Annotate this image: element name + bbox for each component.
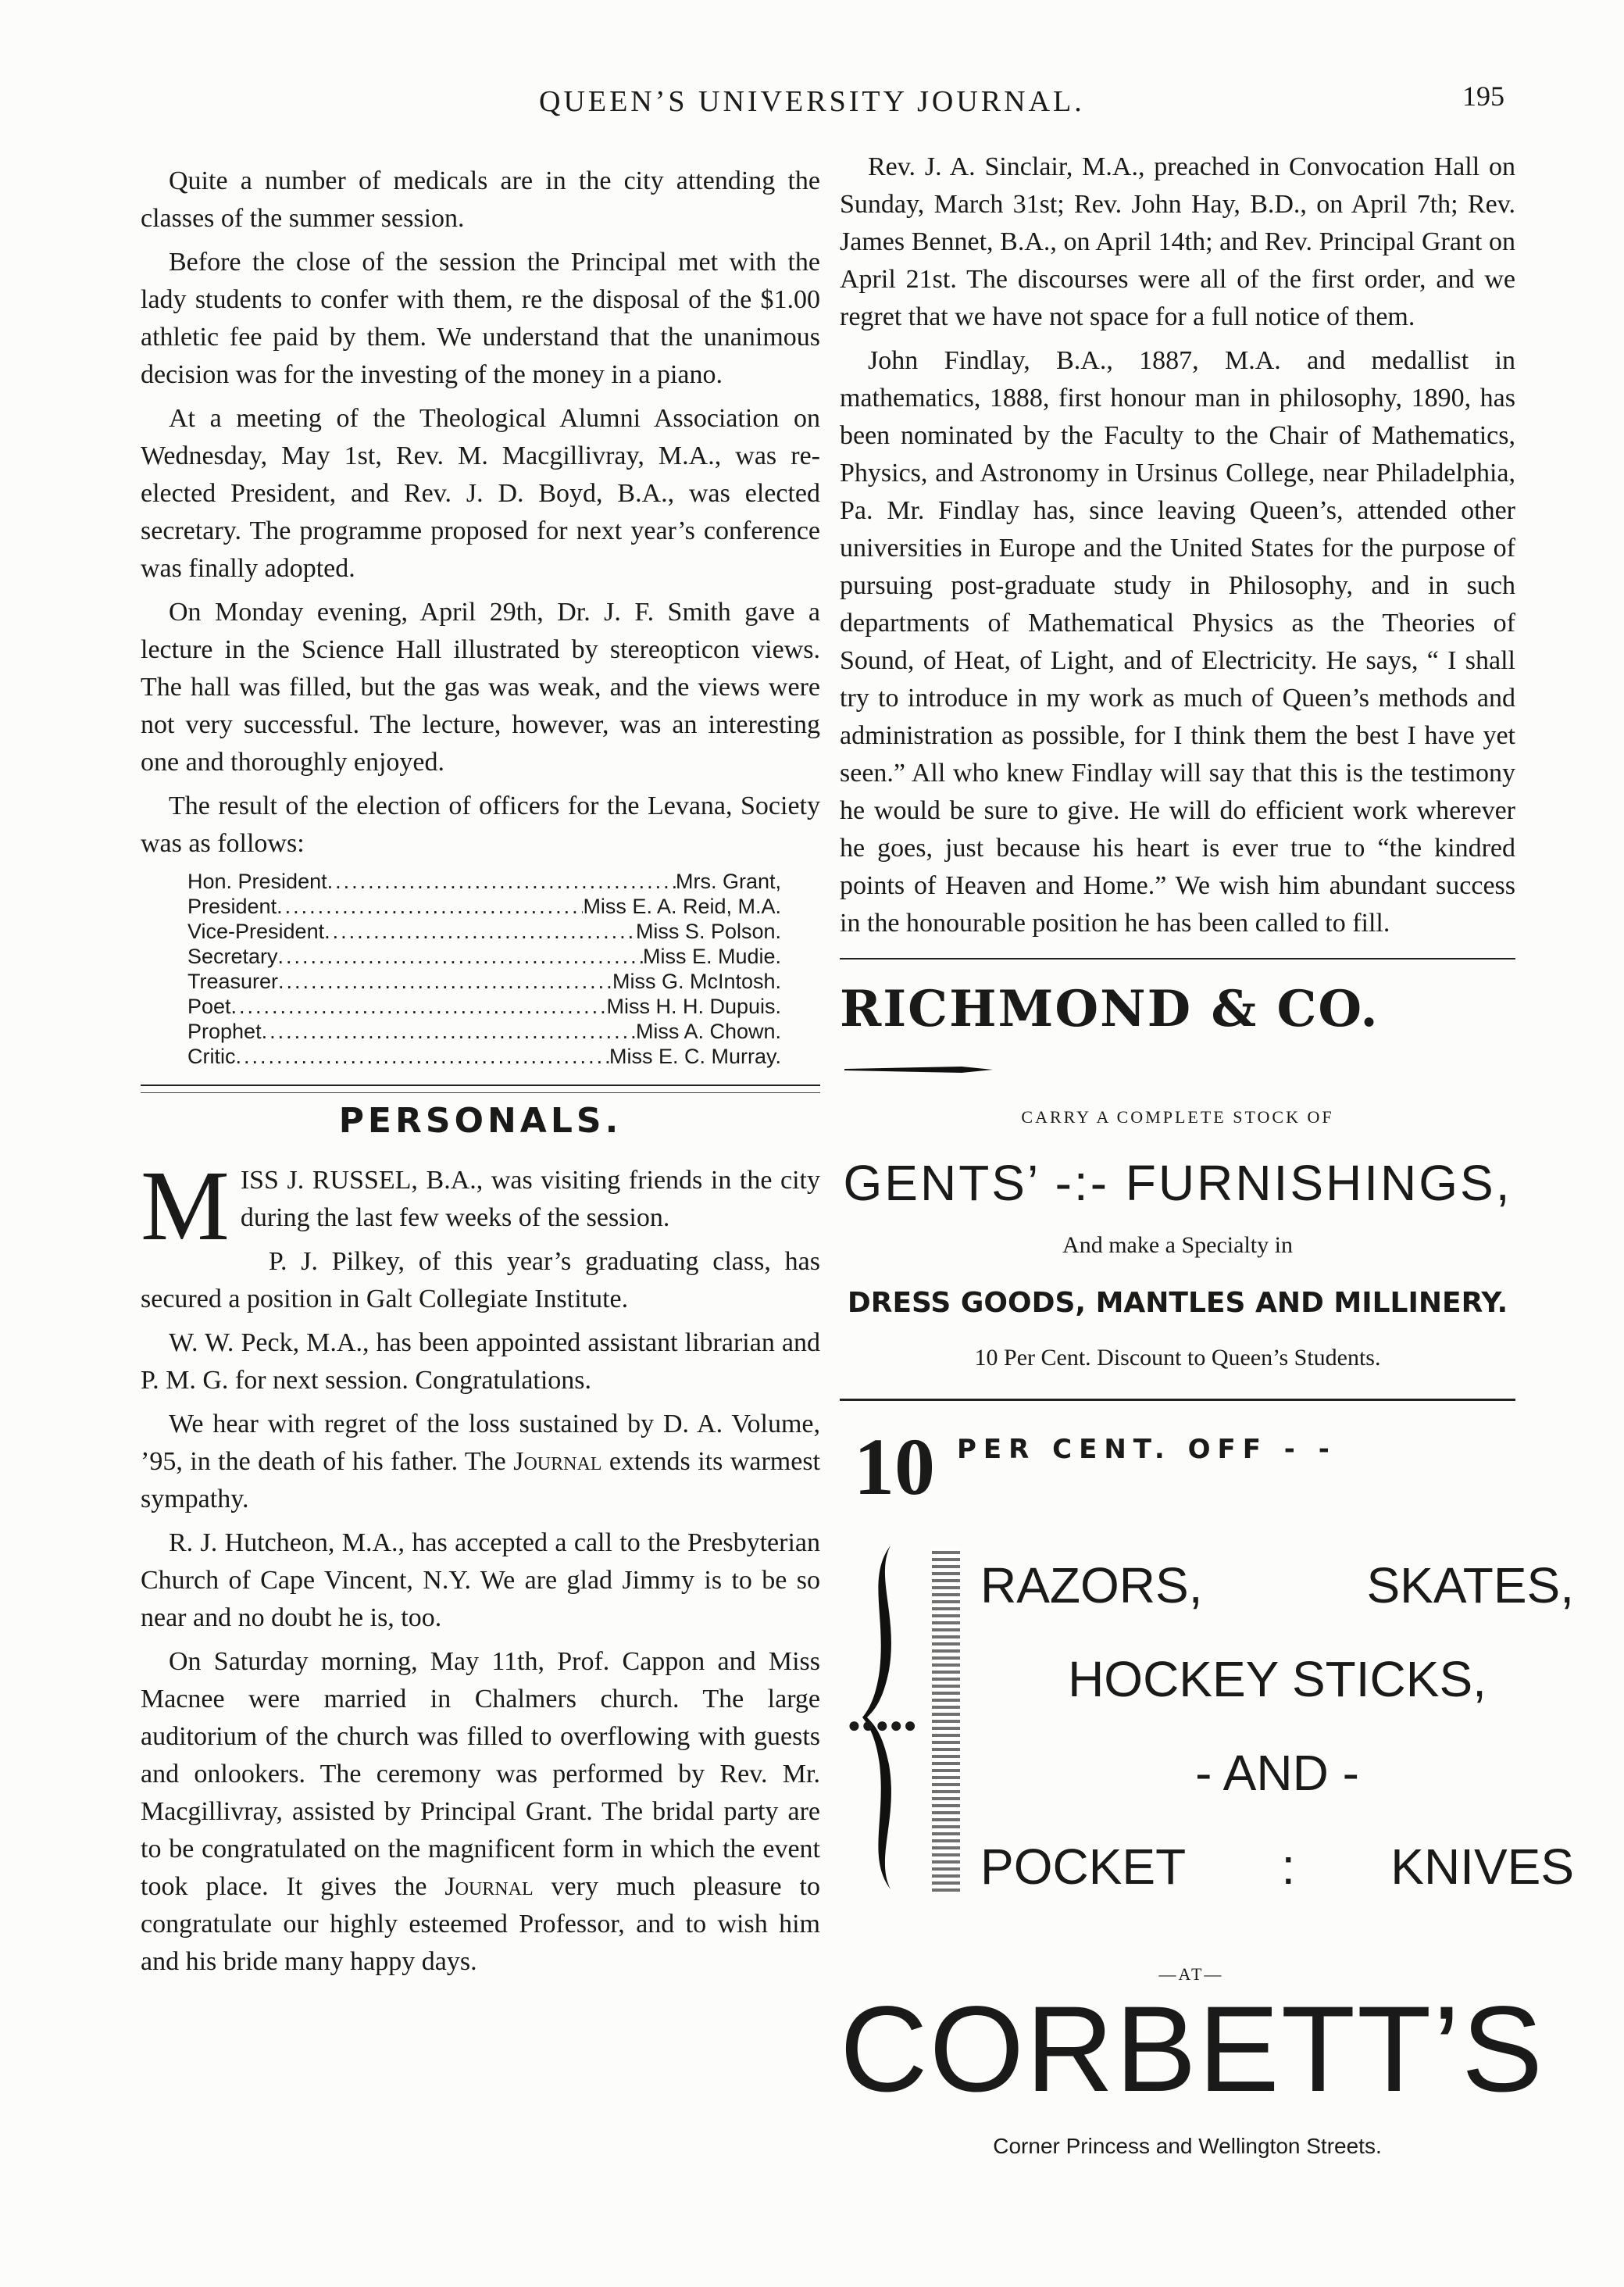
page-header — [0, 80, 1624, 131]
right-column — [840, 148, 1574, 2158]
leader-dots — [327, 869, 676, 894]
section-divider-thin — [141, 1092, 820, 1093]
paragraph-sinclair: Rev. J. A. Sinclair, M.A., preached in Convocation Hall on Sunday, March 31st; Rev. John Hay, B.D., on April 7th; Rev. James Bennet, B.A., on April 14th; and Rev. Principal Grant on April 21st. The discourses were all of the first order, and we regret that we have not space for a full notice of them. — [840, 152, 1515, 331]
leader-dots — [277, 894, 583, 919]
paragraph-findlay: John Findlay, B.A., 1887, M.A. and medallist in mathematics, 1888, first honour man in philosophy, 1890, has been nominated by the Faculty to the Chair of Mathematics, Physics, and Astronomy in Ursinus College, near Philadelphia, Pa. Mr. Findlay has, since leaving Queen’s, attended other universities in Europe and the United States for the purpose of pursuing post-graduate study in Philosophy, and in such departments of Mathematical Physics as the Theories of Sound, of Heat, of Light, and of Electricity. He says, “ I shall try to introduce in my work as much of Queen’s methods and administration as possible, for I think them the best I have yet seen.” All who knew Findlay will say that this is the testimony he would be sure to give. He will do efficient work wherever he goes, just because his heart is ever true to “the kindred points of Heaven and Home.” We wish him abundant success in the honourable position he has been called to fill. — [840, 346, 1515, 938]
officer-row: Poet ..... Miss H. H. Dupuis. — [187, 994, 781, 1019]
leader-dots — [324, 919, 636, 944]
richmond-gents: GENTS’ -:- FURNISHINGS, — [843, 1155, 1512, 1211]
leader-dots — [278, 969, 612, 994]
richmond-carry: CARRY A COMPLETE STOCK OF — [1021, 1107, 1334, 1127]
ten-numeral: 10 — [854, 1422, 935, 1512]
dot-ornament-icon: ●●●●● — [848, 1713, 918, 1738]
ad-line-razors: RAZORS, SKATES, — [980, 1557, 1574, 1613]
paragraph-lecture: On Monday evening, April 29th, Dr. J. F. Smith gave a lecture in the Science Hall illustrated by stereopticon views. The hall was filled, but the gas was weak, and the views were not very successful. The lecture, however, was an interesting one and thoroughly enjoyed. — [141, 598, 820, 777]
officer-row: Secretary ..... Miss E. Mudie. — [187, 944, 781, 969]
paragraph-peck: W. W. Peck, M.A., has been appointed assistant librarian and P. M. G. for next session. Congratulations. — [141, 1328, 820, 1395]
ad-line-pocket: POCKET : KNIVES — [980, 1839, 1574, 1895]
paragraph-pilkey: P. J. Pilkey, of this year’s graduating class, has secured a position in Galt Collegiate Institute. — [141, 1247, 820, 1313]
leader-dots — [262, 1019, 636, 1044]
ad-line-hockey: HOCKEY STICKS, — [1068, 1651, 1487, 1707]
left-column — [141, 163, 820, 1987]
officer-row: Vice-President ..... Miss S. Polson. — [187, 919, 781, 944]
paragraph-alumni: At a meeting of the Theological Alumni Association on Wednesday, May 1st, Rev. M. Macgillivray, M.A., was re-elected President, and Rev. J. D. Boyd, B.A., was elected secretary. The programme proposed for next year’s conference was finally adopted. — [141, 404, 820, 583]
page-number: 195 — [1462, 80, 1504, 112]
officer-row: Prophet ..... Miss A. Chown. — [187, 1019, 781, 1044]
richmond-discount: 10 Per Cent. Discount to Queen’s Students. — [974, 1345, 1381, 1370]
officer-row: President ..... Miss E. A. Reid, M.A. — [187, 894, 781, 919]
leader-dots — [278, 944, 643, 969]
arrow-icon — [844, 1065, 993, 1074]
running-title: QUEEN’S UNIVERSITY JOURNAL. — [539, 85, 1085, 118]
richmond-advertisement — [840, 981, 1515, 1377]
richmond-name: RICHMOND & CO. — [840, 981, 1515, 1094]
leader-dots — [236, 1044, 609, 1069]
officer-row: Critic ..... Miss E. C. Murray. — [187, 1044, 781, 1069]
section-divider — [141, 1085, 820, 1086]
per-cent-off: PER CENT. OFF - - — [957, 1434, 1337, 1465]
paragraph-levana: The result of the election of officers for the Levana, Society was as follows: — [141, 792, 820, 858]
corbett-advertisement — [840, 1401, 1574, 2158]
paragraph-athletic-fee: Before the close of the session the Principal met with the lady students to confer with them, re the disposal of the $1.00 athletic fee paid by them. We understand that the unanimous decision was for the investing of the money in a piano. — [141, 248, 820, 389]
personals-heading: PERSONALS. — [338, 1101, 623, 1141]
ad-line-and: - AND - — [1195, 1745, 1359, 1801]
corbetts-name: CORBETT’S — [840, 1981, 1545, 2117]
corbett-address: Corner Princess and Wellington Streets. — [993, 2134, 1382, 2158]
paragraph-volume: We hear with regret of the loss sustained by D. A. Volume, ’95, in the death of his father. The Journal extends its warmest sympathy. — [141, 1410, 821, 1513]
richmond-goods: DRESS GOODS, MANTLES AND MILLINERY. — [847, 1287, 1508, 1319]
paragraph-hutcheon: R. J. Hutcheon, M.A., has accepted a call to the Presbyterian Church of Cape Vincent, N.Y. We are glad Jimmy is to be so near and no doubt he is, too. — [141, 1528, 820, 1632]
officer-row: Treasurer ..... Miss G. McIntosh. — [187, 969, 781, 994]
ad-divider — [840, 958, 1515, 959]
richmond-specialty: And make a Specialty in — [1062, 1232, 1293, 1258]
officer-row: Hon. President ..... Mrs. Grant, — [187, 869, 781, 894]
ornamental-border — [932, 1548, 960, 1892]
paragraph-cappon: On Saturday morning, May 11th, Prof. Cappon and Miss Macnee were married in Chalmers church. The large auditorium of the church was filled to overflowing with guests and onlookers. The ceremony was performed by Rev. Mr. Macgillivray, assisted by Principal Grant. The bridal party are to be congratulated on the magnificent form in which the event took place. It gives the Journal very much pleasure to congratulate our highly esteemed Professor, and to wish him and his bride many happy days. — [141, 1647, 820, 1976]
leader-dots — [231, 994, 607, 1019]
paragraph-medicals: Quite a number of medicals are in the city attending the classes of the summer session. — [141, 166, 820, 233]
ad-at: —AT— — [1158, 1964, 1224, 1984]
paragraph-russel: MISS J. RUSSEL, B.A., was visiting friends in the city during the last few weeks of the session. — [141, 1150, 820, 1261]
drop-cap: M — [141, 1150, 230, 1261]
officers-list — [187, 869, 820, 1069]
